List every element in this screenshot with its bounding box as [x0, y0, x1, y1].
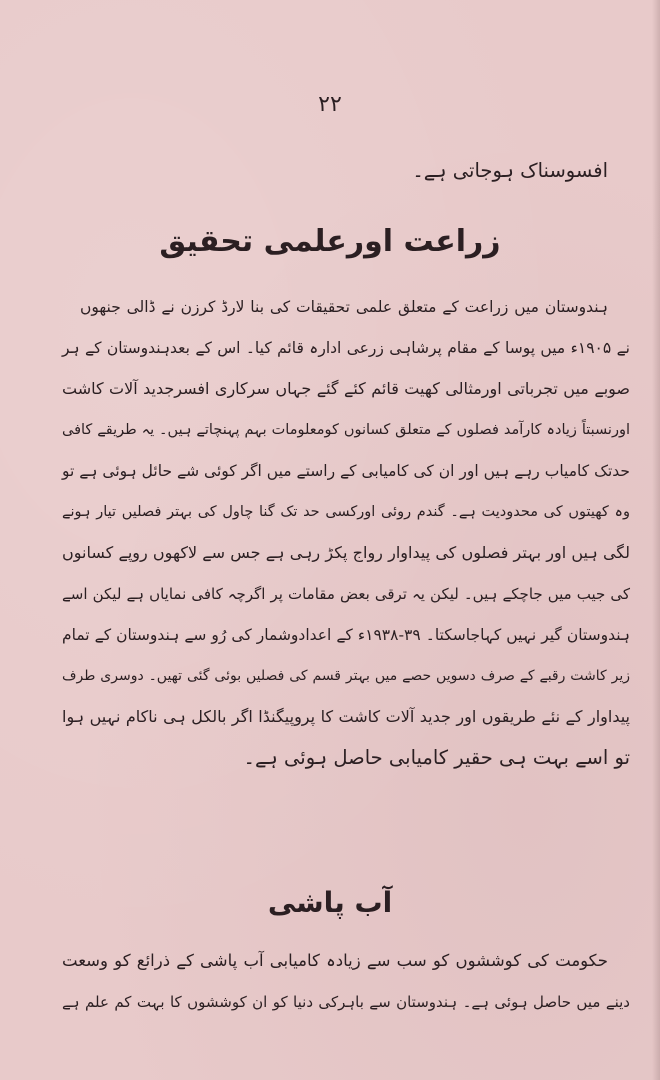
section-heading-irrigation: آب پاشی	[267, 886, 393, 919]
paragraph-line: حدتک کامیاب رہے ہیں اور ان کی کامیابی کے راستے میں اگر کوئی شے حائل ہوئی ہے تو	[62, 462, 630, 480]
paragraph-line: پیداوار کے نئے طریقوں اور جدید آلات کاشت کا پروپیگنڈا اگر بالکل ہی ناکام نہیں ہوا	[62, 707, 630, 726]
section-heading-agriculture-research: زراعت اورعلمی تحقیق	[159, 224, 501, 259]
paragraph-line: حکومت کی کوششوں کو سب سے زیادہ کامیابی آب پاشی کے ذرائع کو وسعت	[62, 951, 608, 970]
paragraph-line: زیر کاشت رقبے کے صرف دسویں حصے میں بہتر قسم کی فصلیں بوئی گئی تھیں۔ دوسری طرف	[62, 668, 630, 684]
paragraph-line: تو اسے بہت ہی حقیر کامیابی حاصل ہوئی ہے۔	[243, 746, 630, 769]
paragraph-line: وہ کھیتوں کی محدودیت ہے۔ گندم روئی اورکسی حد تک گنا چاول کی بہتر فصلیں تیار ہونے	[62, 504, 630, 520]
paragraph-line: دینے میں حاصل ہوئی ہے۔ ہندوستان سے باہرکی دنیا کو ان کوششوں کا بہت کم علم ہے	[62, 993, 630, 1011]
intro-line: افسوسناک ہوجاتی ہے۔	[412, 159, 608, 182]
paragraph-line: لگی ہیں اور بہتر فصلوں کی پیداوار رواج پکڑ رہی ہے جس سے لاکھوں روپے کسانوں	[62, 543, 630, 562]
paragraph-line: ہندوستان گیر نہیں کہاجاسکتا۔ ۳۹-۱۹۳۸ء کے اعدادوشمار کی رُو سے ہندوستان کے تمام	[62, 626, 631, 644]
paragraph-line: نے ۱۹۰۵ء میں پوسا کے مقام پرشاہی زرعی ادارہ قائم کیا۔ اس کے بعدہندوستان کے ہر	[62, 339, 630, 357]
paragraph-line: اورنسبتاً زیادہ کارآمد فصلوں کے متعلق کسانوں کومعلومات بہم پہنچاتے ہیں۔ یہ طریقے کافی	[62, 422, 630, 438]
paragraph-line: کی جیب میں جاچکے ہیں۔ لیکن یہ ترقی بعض مقامات پر اگرچہ کافی نمایاں ہے لیکن اسے	[62, 585, 630, 603]
page-number: ۲۲	[318, 92, 342, 117]
paragraph-line: ہندوستان میں زراعت کے متعلق علمی تحقیقات کی بنا لارڈ کرزن نے ڈالی جنھوں	[80, 298, 608, 316]
paragraph-line: صوبے میں تجرباتی اورمثالی کھیت قائم کئے گئے جہاں سرکاری افسرجدید آلات کاشت	[62, 379, 630, 398]
